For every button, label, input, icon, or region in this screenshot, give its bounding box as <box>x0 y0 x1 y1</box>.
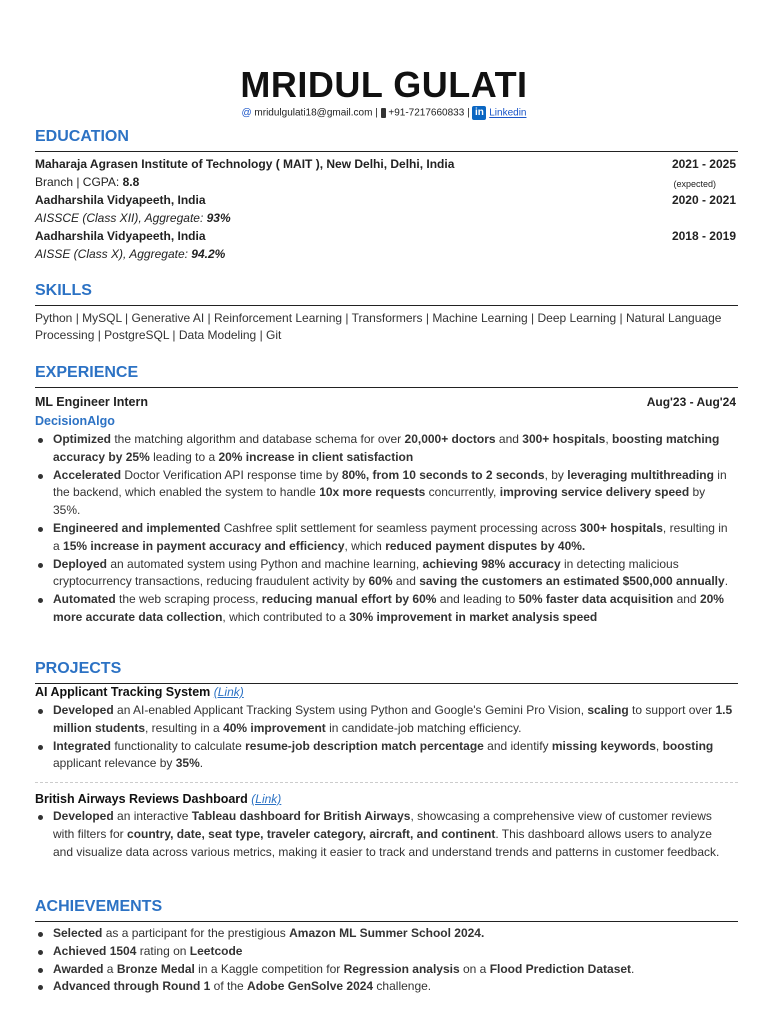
school-name: Aadharshila Vidyapeeth, India <box>35 229 206 243</box>
experience-bullets <box>35 431 735 627</box>
detail-value: 8.8 <box>122 175 140 189</box>
project-name: AI Applicant Tracking System <box>35 685 211 699</box>
bullet-item: Automated the web scraping process, reducing manual effort by 60% and leading to 50% faster data acquisition and 20% more accurate data collection, which contributed to a 30% improvement in market analysis speed <box>35 591 735 627</box>
school-name: Aadharshila Vidyapeeth, India <box>35 193 206 207</box>
project-name: British Airways Reviews Dashboard <box>35 792 248 806</box>
skills-list: Python | MySQL | Generative AI | Reinforcement Learning | Transformers | Machine Learning | Deep Learning | Natural Language Processing | PostgreSQL | Data Modeling | Git <box>35 311 722 342</box>
divider <box>35 387 738 388</box>
job-dates: Aug'23 - Aug'24 <box>646 395 736 409</box>
education-years: 2021 - 2025 <box>671 157 736 171</box>
detail-value: 93% <box>206 211 231 225</box>
separator: | <box>467 107 470 119</box>
job-header <box>35 394 738 410</box>
bullet-item: Achieved 1504 rating on Leetcode <box>35 943 735 961</box>
education-detail <box>35 210 738 226</box>
bullet-item: Engineered and implemented Cashfree split settlement for seamless payment processing across 300+ hospitals, resulting in a 15% increase in payment accuracy and efficiency, which reduced payment disputes by 40%. <box>35 520 735 556</box>
skills-heading: SKILLS <box>35 282 92 299</box>
achievements-heading: ACHIEVEMENTS <box>35 898 163 915</box>
bullet-item: Developed an interactive Tableau dashboard for British Airways, showcasing a comprehensive view of customer reviews with filters for country, date, seat type, traveler category, aircraft, and continent. This dashboard allows users to analyze and visualize data across various metrics, making it easier to track and understand trends and patterns in customer feedback. <box>35 808 735 861</box>
education-entry <box>35 156 738 172</box>
education-entry <box>35 192 738 208</box>
projects-heading: PROJECTS <box>35 660 122 677</box>
education-years: 2018 - 2019 <box>671 229 736 243</box>
education-heading: EDUCATION <box>35 128 129 145</box>
education-entry <box>35 228 738 244</box>
project-title <box>35 685 244 699</box>
bullet-item: Developed an AI-enabled Applicant Tracking System using Python and Google's Gemini Pro Vision, scaling to support over 1.5 million students, resulting in a 40% improvement in candidate-job matching efficiency. <box>35 702 735 738</box>
divider <box>35 151 738 152</box>
education-detail <box>35 174 738 190</box>
bullet-item: Selected as a participant for the prestigious Amazon ML Summer School 2024. <box>35 925 735 943</box>
job-title: ML Engineer Intern <box>35 395 148 409</box>
linkedin-link[interactable]: Linkedin <box>489 107 527 119</box>
project-bullets <box>35 808 735 861</box>
experience-heading: EXPERIENCE <box>35 364 139 381</box>
project-bullets <box>35 702 735 773</box>
school-name: Maharaja Agrasen Institute of Technology ( MAIT ), New Delhi, Delhi, India <box>35 157 455 171</box>
detail-label: AISSE (Class X), Aggregate: <box>35 247 192 261</box>
project-divider <box>35 782 738 783</box>
divider <box>35 921 738 922</box>
project-link[interactable]: (Link) <box>251 792 282 806</box>
bullet-item: Awarded a Bronze Medal in a Kaggle competition for Regression analysis on a Flood Prediction Dataset. <box>35 961 735 979</box>
divider <box>35 683 738 684</box>
candidate-name: MRIDUL GULATI <box>240 64 528 105</box>
bullet-item: Deployed an automated system using Python and machine learning, achieving 98% accuracy in detecting malicious cryptocurrency transactions, reducing fraudulent activity by 60% and saving the customers an estimated $500,000 annually. <box>35 556 735 592</box>
education-detail <box>35 246 738 262</box>
divider <box>35 305 738 306</box>
company-name: DecisionAlgo <box>35 414 115 428</box>
expected-note: (expected) <box>673 179 716 189</box>
education-years: 2020 - 2021 <box>671 193 736 207</box>
contact-line <box>0 106 768 120</box>
detail-value: 94.2% <box>191 247 226 261</box>
bullet-item: Integrated functionality to calculate resume-job description match percentage and identify missing keywords, boosting applicant relevance by 35%. <box>35 738 735 774</box>
bullet-item: Accelerated Doctor Verification API response time by 80%, from 10 seconds to 2 seconds, by leveraging multithreading in the backend, which enabled the system to handle 10x more requests concurrently, improving service delivery speed by 35%. <box>35 467 735 520</box>
detail-label: Branch | CGPA: <box>35 175 123 189</box>
phone-text[interactable]: +91-7217660833 <box>388 107 465 119</box>
email-text[interactable]: mridulgulati18@gmail.com <box>254 107 373 119</box>
linkedin-icon: in <box>472 106 486 120</box>
separator: | <box>375 107 378 119</box>
project-link[interactable]: (Link) <box>213 685 244 699</box>
at-icon: @ <box>241 107 252 119</box>
phone-icon <box>381 108 386 118</box>
bullet-item: Optimized the matching algorithm and database schema for over 20,000+ doctors and 300+ hospitals, boosting matching accuracy by 25% leading to a 20% increase in client satisfaction <box>35 431 735 467</box>
project-title <box>35 792 281 806</box>
detail-label: AISSCE (Class XII), Aggregate: <box>35 211 207 225</box>
achievement-bullets <box>35 925 735 996</box>
bullet-item: Advanced through Round 1 of the Adobe GenSolve 2024 challenge. <box>35 978 735 996</box>
